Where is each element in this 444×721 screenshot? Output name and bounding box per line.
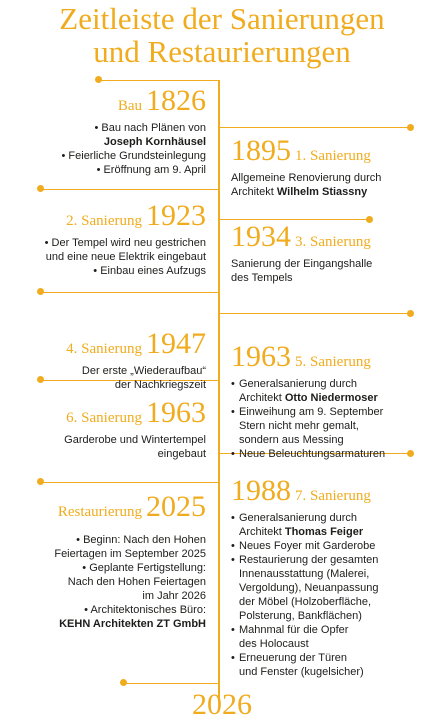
architect-name: Otto Niedermoser (284, 392, 378, 404)
entry-1988 (231, 476, 441, 679)
entry-year: 1963 (146, 396, 206, 429)
entry-text: Allgemeine Renovierung durch (231, 172, 382, 184)
timeline-connector (124, 683, 219, 684)
entry-label: 2. Sanierung (66, 213, 142, 229)
entry-text: der Nachkriegszeit (114, 379, 206, 391)
entry-label: 3. Sanierung (295, 234, 371, 250)
list-item: • Generalsanierung durch Architekt Thomas Feiger (231, 511, 441, 539)
list-item: • Restaurierung der gesamten Innenausstattung (Malerei, Vergoldung), Neuanpassung der Möbel (Holzoberfläche, Polsterung, Bankflächen) (231, 553, 441, 623)
entry-1963-6 (0, 398, 206, 461)
timeline-connector (99, 80, 219, 81)
entry-label: 5. Sanierung (295, 354, 371, 370)
architect-name: Joseph Kornhäusel (103, 136, 206, 148)
architect-name: Wilhelm Stiassny (276, 186, 368, 198)
entry-year: 2025 (146, 490, 206, 523)
entry-text: • Der Tempel wird neu gestrichen (44, 237, 206, 249)
list-item: • Mahnmal für die Opfer des Holocaust (231, 623, 441, 651)
entry-text: Architekt (231, 186, 277, 198)
entry-text: eingebaut (157, 448, 206, 460)
timeline-connector (41, 189, 219, 190)
entry-1947 (0, 329, 206, 392)
entry-text: • Architektonisches Büro: (84, 604, 206, 616)
entry-text: im Jahr 2026 (142, 590, 206, 602)
entry-text: Sanierung der Eingangshalle (231, 258, 373, 270)
entry-label: Restaurierung (57, 504, 142, 520)
architect-firm: KEHN Architekten ZT GmbH (59, 618, 206, 630)
timeline-dot (407, 124, 414, 131)
entry-label: Bau (117, 98, 142, 114)
entry-year: 1895 (231, 134, 291, 167)
entry-text: Garderobe und Wintertempel (64, 434, 206, 446)
timeline-connector (41, 292, 219, 293)
entry-1895 (231, 136, 441, 199)
entry-text: • Beginn: Nach den Hohen (76, 534, 206, 546)
entry-text: • Geplante Fertigstellung: (82, 562, 206, 574)
entry-1963-5 (231, 342, 441, 461)
entry-year: 1934 (231, 220, 291, 253)
entry-text: • Einbau eines Aufzugs (93, 265, 206, 277)
entry-text: • Bau nach Plänen von (94, 122, 206, 134)
entry-2025 (0, 492, 206, 631)
timeline-connector (219, 313, 410, 314)
entry-text: Nach den Hohen Feiertagen (67, 576, 206, 588)
entry-1826 (0, 86, 206, 177)
entry-year: 1963 (231, 340, 291, 373)
entry-text: Der erste „Wiederaufbau“ (81, 365, 206, 377)
title-line-2: und Restaurierungen (93, 34, 351, 69)
entry-1923 (0, 201, 206, 278)
final-year: 2026 (192, 688, 252, 721)
list-item: • Generalsanierung durch Architekt Otto Niedermoser (231, 377, 441, 405)
entry-year: 1826 (146, 84, 206, 117)
page-title (0, 2, 444, 68)
timeline-connector (219, 127, 410, 128)
list-item: • Neues Foyer mit Garderobe (231, 539, 441, 553)
timeline-connector (41, 482, 219, 483)
entry-year: 1988 (231, 474, 291, 507)
entry-year: 1923 (146, 199, 206, 232)
entry-label: 1. Sanierung (295, 148, 371, 164)
timeline-dot (407, 310, 414, 317)
entry-text: des Tempels (231, 272, 293, 284)
entry-label: 4. Sanierung (66, 341, 142, 357)
entry-label: 7. Sanierung (295, 488, 371, 504)
entry-text: • Eröffnung am 9. April (96, 164, 206, 176)
title-line-1: Zeitleiste der Sanierungen (59, 1, 385, 36)
architect-name: Thomas Feiger (284, 526, 364, 538)
entry-year: 1947 (146, 327, 206, 360)
entry-text: Feiertagen im September 2025 (54, 548, 206, 560)
timeline-axis (218, 80, 220, 702)
entry-text: und eine neue Elektrik eingebaut (45, 251, 206, 263)
list-item: • Erneuerung der Türen und Fenster (kugelsicher) (231, 651, 441, 679)
list-item: • Einweihung am 9. September Stern nicht mehr gemalt, sondern aus Messing (231, 405, 441, 447)
entry-label: 6. Sanierung (66, 410, 142, 426)
entry-text: • Feierliche Grundsteinlegung (61, 150, 206, 162)
list-item: • Neue Beleuchtungsarmaturen (231, 447, 441, 461)
entry-1934 (231, 222, 441, 285)
